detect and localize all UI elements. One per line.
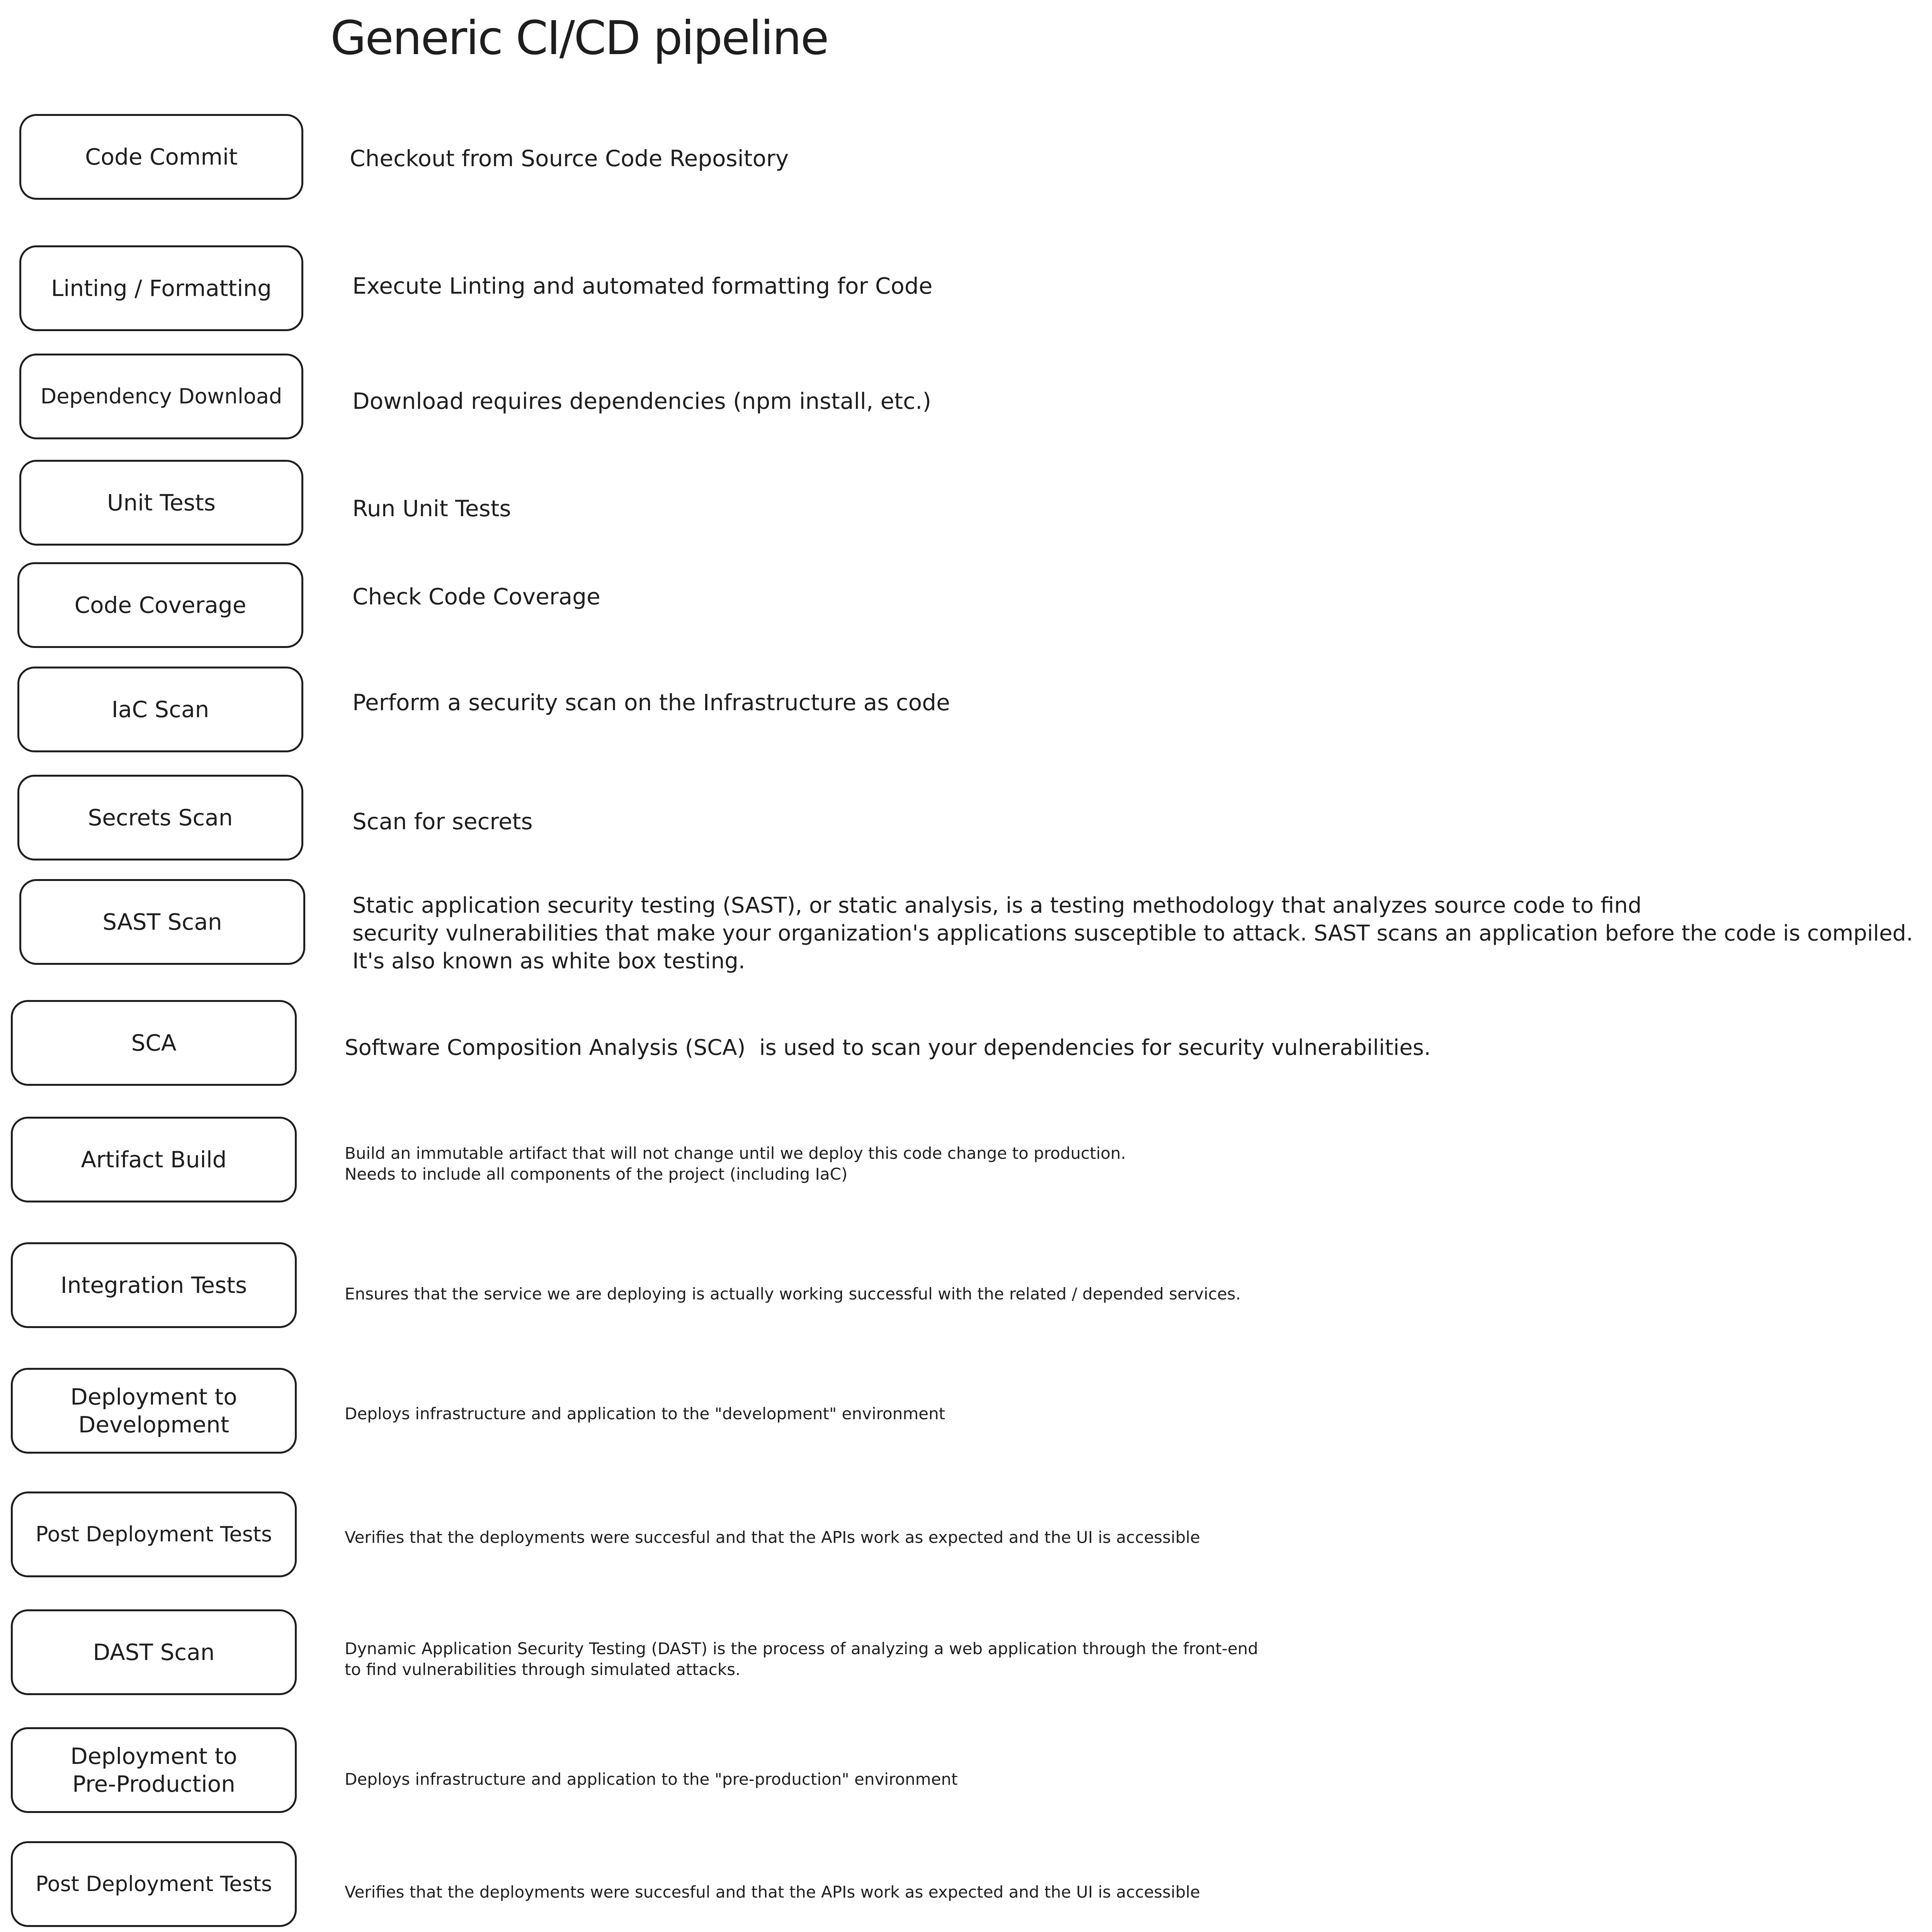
step-sca: SCA: [11, 1000, 297, 1086]
step-post-deployment-tests: Post Deployment Tests: [11, 1492, 297, 1577]
step-code-commit: Code Commit: [19, 114, 303, 200]
step-integration-tests: Integration Tests: [11, 1242, 297, 1328]
step-post-deployment-tests: Post Deployment Tests: [11, 1841, 297, 1927]
step-iac-scan: IaC Scan: [17, 667, 303, 752]
step-description: Execute Linting and automated formatting for Code: [352, 273, 933, 299]
step-description: Verifies that the deployments were succesful and that the APIs work as expected and the UI is accessible: [345, 1528, 1200, 1547]
step-code-coverage: Code Coverage: [17, 562, 303, 648]
step-description: Software Composition Analysis (SCA) is used to scan your dependencies for security vulnerabilities.: [345, 1035, 1431, 1060]
step-description: Run Unit Tests: [352, 495, 511, 522]
step-linting-formatting: Linting / Formatting: [19, 245, 303, 331]
step-description: Build an immutable artifact that will not change until we deploy this code change to production. Needs to include all components of the project (including IaC): [345, 1144, 1126, 1184]
step-description: Perform a security scan on the Infrastructure as code: [352, 689, 950, 716]
step-description: Checkout from Source Code Repository: [350, 145, 789, 172]
step-description: Check Code Coverage: [352, 583, 600, 610]
step-artifact-build: Artifact Build: [11, 1117, 297, 1202]
step-deployment-to-pre-production: Deployment to Pre-Production: [11, 1727, 297, 1813]
step-description: Download requires dependencies (npm install, etc.): [352, 388, 931, 414]
step-dast-scan: DAST Scan: [11, 1609, 297, 1695]
step-description: Verifies that the deployments were succesful and that the APIs work as expected and the UI is accessible: [345, 1883, 1200, 1901]
diagram-title: Generic CI/CD pipeline: [330, 12, 828, 65]
step-sast-scan: SAST Scan: [19, 879, 305, 965]
step-description: Ensures that the service we are deploying is actually working successful with the related / depended services.: [345, 1284, 1241, 1303]
step-dependency-download: Dependency Download: [19, 354, 303, 439]
step-description: Dynamic Application Security Testing (DAST) is the process of analyzing a web application through the front-end to find vulnerabilities through simulated attacks.: [345, 1639, 1259, 1679]
step-deployment-to-development: Deployment to Development: [11, 1368, 297, 1454]
step-description: Deploys infrastructure and application to the "pre-production" environment: [345, 1770, 958, 1789]
step-description: Static application security testing (SAST), or static analysis, is a testing methodology that analyzes source code to find security vulnerabilities that make your organization's applications susceptible to attack. SAST scans an application before the code is compiled. It's also known as white box testing.: [352, 893, 1913, 974]
step-description: Deploys infrastructure and application to the "development" environment: [345, 1404, 946, 1423]
step-secrets-scan: Secrets Scan: [17, 775, 303, 861]
step-unit-tests: Unit Tests: [19, 460, 303, 546]
step-description: Scan for secrets: [352, 808, 533, 835]
